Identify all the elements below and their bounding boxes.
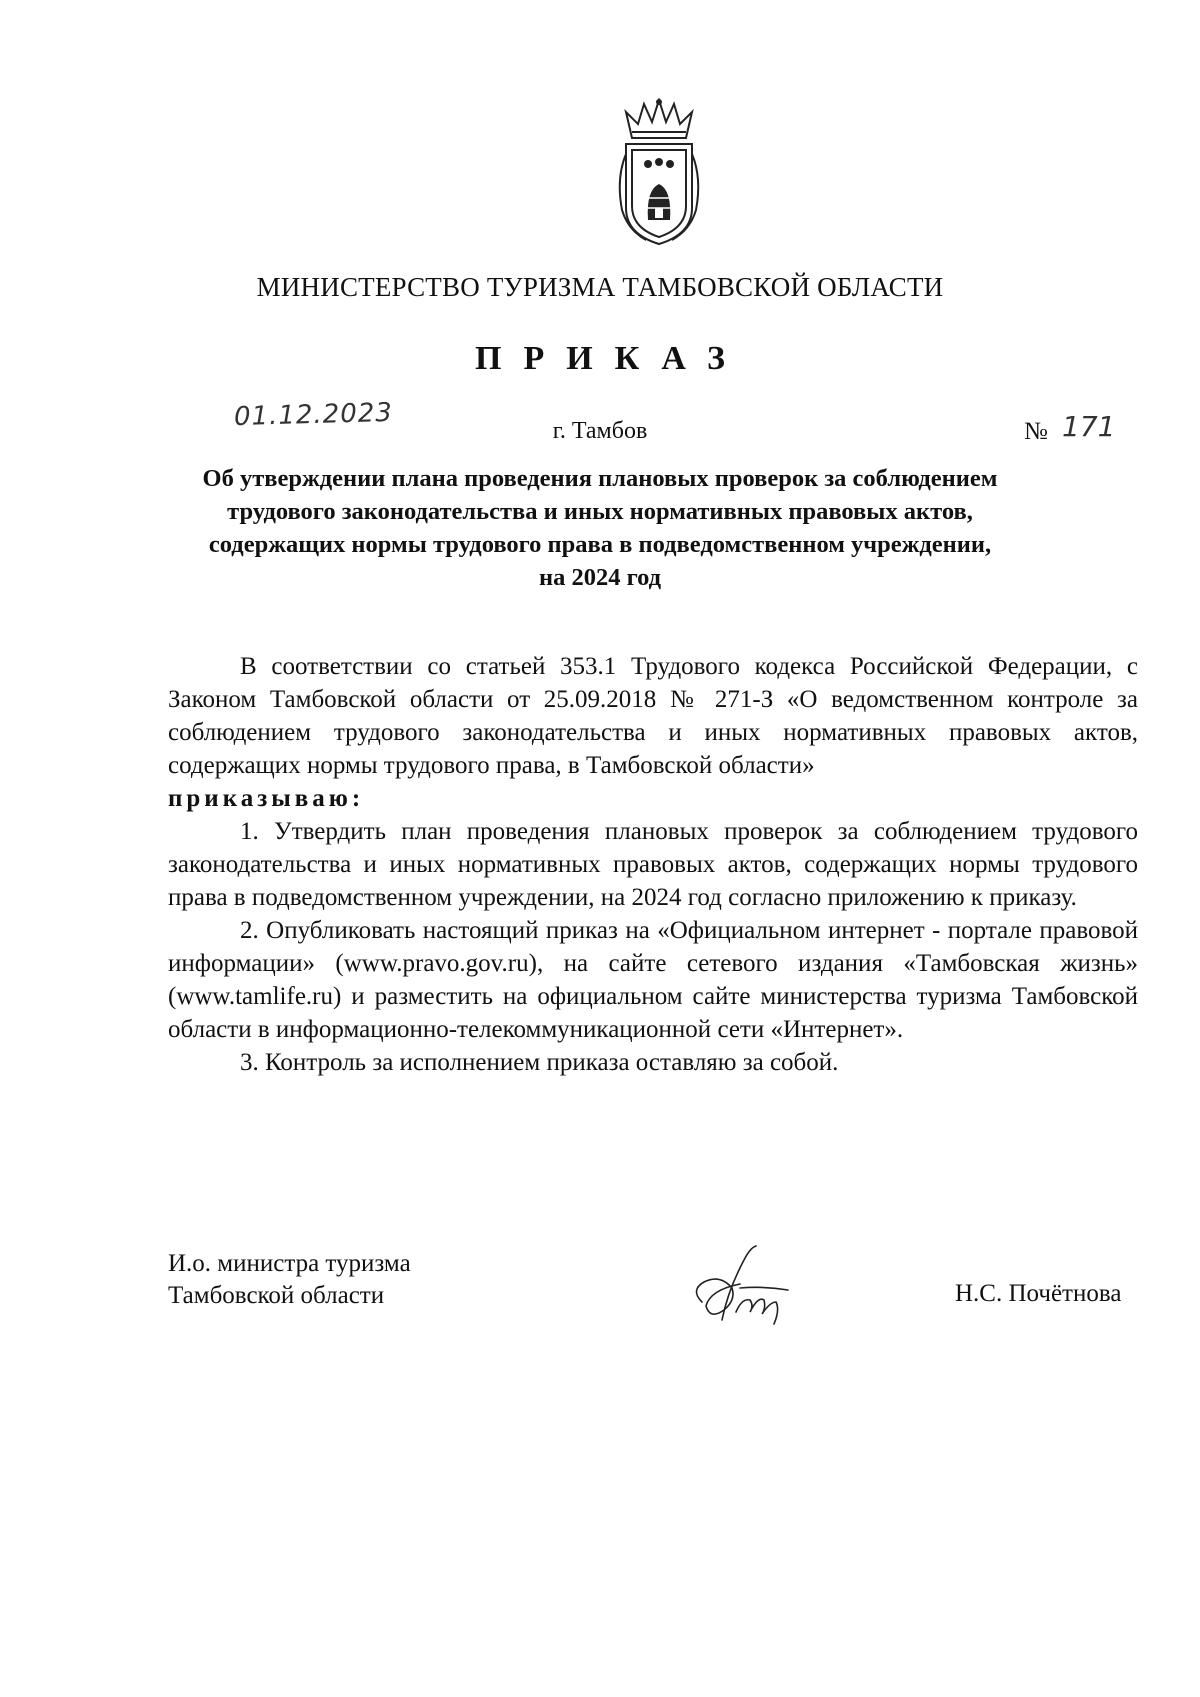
order-subject [160, 462, 1040, 594]
order-body [168, 650, 1138, 1079]
item-1: 1. Утвердить план проведения плановых проверок за соблюдением трудового законодательства и иных нормативных правовых актов, содержащих нормы трудового права в подведомственном учреждении, на 2024 год согласно приложению к приказу. [168, 818, 1138, 911]
subject-line: Об утверждении плана проведения плановых проверок за соблюдением [202, 465, 998, 492]
item-2: 2. Опубликовать настоящий приказ на «Официальном интернет - портале правовой информации» (www.pravo.gov.ru), на сайте сетевого издания «Тамбовская жизнь» (www.tamlife.ru) и разместить на официальном сайте министерства туризма Тамбовской области в информационно-телекоммуникационной сети «Интернет». [168, 917, 1138, 1043]
preamble-text: В соответствии со статьей 353.1 Трудового кодекса Российской Федерации, с Законом Тамбовской области от 25.09.2018 № 271-З «О ведомственном контроле за соблюдением трудового законодательства и иных нормативных правовых актов, содержащих нормы трудового права, в Тамбовской области» [168, 653, 1138, 779]
preamble [168, 650, 1138, 782]
ministry-name: МИНИСТЕРСТВО ТУРИЗМА ТАМБОВСКОЙ ОБЛАСТИ [256, 272, 944, 302]
signatory-position [168, 1248, 411, 1312]
subject-line: на 2024 год [538, 564, 662, 591]
order-date: 01.12.2023 [233, 397, 394, 433]
subject-line: трудового законодательства и иных нормативных правовых актов, [227, 498, 973, 525]
order-number: 171 [1062, 410, 1116, 443]
subject-line: содержащих нормы трудового права в подведомственном учреждении, [208, 531, 992, 558]
signatory-name: Н.С. Почётнова [955, 1280, 1122, 1307]
order-city: г. Тамбов [552, 418, 648, 444]
prikazyvayu-word: приказываю: [168, 785, 365, 812]
order-number-label: № [1024, 418, 1048, 445]
position-line: И.о. министра туризма [168, 1250, 411, 1277]
handwritten-signature-icon [680, 1240, 800, 1340]
coat-of-arms-icon [612, 98, 706, 248]
position-line: Тамбовской области [168, 1282, 385, 1309]
item-3: 3. Контроль за исполнением приказа оставляю за собой. [240, 1049, 839, 1076]
document-title: ПРИКАЗ [475, 340, 747, 377]
